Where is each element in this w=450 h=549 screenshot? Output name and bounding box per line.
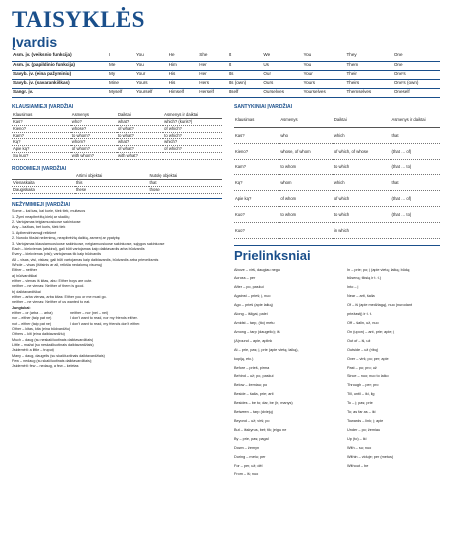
table-cell: who (279, 127, 333, 143)
rodomieji-table (12, 173, 222, 194)
text-line: Whole – visas (ištisinis ar all, reikšia nedalomą visumą) (12, 262, 102, 267)
table-cell: with what? (117, 152, 163, 159)
text-line: Jsidemėti: few – nedaug, a few – keletas (12, 364, 79, 369)
text-line: 3. Vartojamas klausiamuosiuose sakiniuose, neigiamuosiuose sakiniuose, sąlygos sakiniuose (12, 241, 165, 246)
table-row (234, 159, 440, 175)
table-cell: They (345, 52, 392, 61)
list-item: Behind – už; po, paskui (234, 374, 274, 379)
text-line: Jungtukai: (12, 305, 31, 310)
klausiamieji-table (12, 112, 222, 160)
table-row (12, 80, 440, 89)
column-header: Asmenys ir daiktai (391, 112, 440, 128)
list-item: Among – tarp (daugelio); iš (234, 329, 280, 334)
table-cell: Su kuo? (12, 152, 71, 159)
list-item: At – prie, pas; į, prie (apie vietą; laiką), (234, 347, 299, 352)
table-cell: Him (168, 61, 199, 70)
text-line: Jsidemėti: a little – truputį (12, 348, 54, 353)
list-item: After – po, paskui (234, 285, 264, 290)
list-item: By – prie, pas; pagal (234, 436, 269, 441)
table-cell: these (75, 187, 149, 194)
table-cell: Hers (198, 80, 227, 89)
text-fragment: I don't want to read, my friends don't either. (70, 321, 141, 326)
table-cell: this (75, 180, 149, 187)
column-header: Daiktai (333, 112, 391, 128)
table-cell: Its (228, 70, 263, 79)
text-line: neither – ne vienas: Neither of them is good. (12, 284, 85, 289)
list-item: Towards – link; į; apie (347, 418, 384, 423)
table-cell: We (262, 52, 302, 61)
row-label: Asm. įv. (papildinio funkcija) (12, 61, 108, 70)
table-cell: of whom (279, 191, 333, 207)
table-cell: Yourself (135, 89, 168, 98)
table-cell (279, 222, 333, 238)
text-line: 2. Nurodo tikslai neženimą, neapibrėžtą daiktą, asmenį ar ypatybę (12, 236, 120, 241)
row-label: Sangr. įv. (12, 89, 108, 98)
text-line: Any – kažkas, bet kuris, šiek tiek (12, 225, 66, 230)
divider (12, 198, 222, 199)
text-line: Some – kai kas, kai kurie, šiek tiek, muitavos (12, 209, 86, 214)
table-cell: Ourselves (262, 89, 302, 98)
text-line: either – vienas iš kitas, abu: Either boys are cute. (12, 278, 93, 283)
santykiniai-heading: SANTYKINIAI ĮVARDŽIAI (234, 104, 292, 111)
table-cell: of which, of whose (333, 143, 391, 159)
table-cell: Ką? (12, 139, 71, 146)
list-item: Near – arti, šalia (347, 294, 375, 299)
table-cell: Mine (108, 80, 135, 89)
table-row (12, 152, 222, 159)
table-cell: (that … to) (391, 206, 440, 222)
row-label: Asm. įv. (veiksnio funkcija) (12, 52, 108, 61)
list-item: During – metu; per (234, 454, 266, 459)
text-fragment: neither – nor (nei – nei) (70, 310, 109, 315)
table-cell (163, 152, 222, 159)
table-row (234, 143, 440, 159)
list-item: Off – šalin, už, nuo (347, 321, 379, 325)
table-cell: (that … of) (391, 191, 440, 207)
list-item: Beyond – už; virš; po (234, 418, 270, 423)
table-row (12, 70, 440, 79)
table-cell: that (391, 127, 440, 143)
table-cell (391, 222, 440, 238)
table-row (12, 146, 222, 153)
table-row (12, 52, 440, 61)
table-cell: whom? (71, 139, 117, 146)
list-item: With – su; nuo (347, 445, 372, 450)
row-label: Savyb. įv. (eina pažyminiu) (12, 70, 108, 79)
list-item: (A)round – apie, aplink (234, 338, 273, 343)
column-header (12, 173, 75, 180)
prielinksniai-col-1 (234, 266, 347, 480)
table-cell: Kuo? (234, 206, 279, 222)
table-cell: Apie ką? (12, 146, 71, 153)
text-line: Every – kiekvienas (visi); vartojamas tik kaip būdvardis (12, 252, 102, 257)
list-item: Ago – prieš (apie laiką) (234, 303, 273, 308)
table-cell: Their (345, 70, 392, 79)
list-item: For – per, už; dėl (234, 463, 263, 468)
table-cell: whose, of whom (279, 143, 333, 159)
santykiniai-table (234, 112, 440, 239)
table-cell: His (168, 80, 199, 89)
list-item: On (upon) – ant, prie; apie; į (347, 329, 395, 334)
list-item: Over – virš; po; per; apie (347, 356, 389, 361)
list-item: Amidst – tarp, (tio) metu (234, 321, 275, 325)
text-line: Little – mažai (su neskaičiuotinais daiktavardžiais) (12, 343, 94, 348)
row-label: Savyb. įv. (savarankiškas) (12, 80, 108, 89)
list-item: kopiją, etc.) (234, 356, 254, 361)
column-header: Asmenys (71, 112, 117, 119)
text-line: b) daiktavardiškai (12, 289, 41, 294)
list-item: Within – viduje; per (metus) (347, 454, 394, 459)
text-fragment: nor – either (taip pat ne) (12, 316, 52, 321)
table-cell: Our (262, 70, 302, 79)
table-cell: You (302, 52, 345, 61)
table-row (234, 206, 440, 222)
table-row (234, 191, 440, 207)
table-cell: He (168, 52, 199, 61)
table-cell: She (198, 52, 227, 61)
table-cell: which (333, 175, 391, 191)
list-item: Till, until – iki, lig (347, 392, 375, 397)
table-cell: in which (333, 222, 391, 238)
table-cell: to whom? (71, 132, 117, 139)
list-item: Since – nuo; nuo to laiko (347, 374, 389, 379)
neziniai-text (12, 209, 222, 369)
table-cell: that (149, 180, 223, 187)
text-line: 2. Vartojamas teigiamuosiuose sakiniuose (12, 220, 81, 225)
list-item: Outside – už (ribų) (347, 347, 379, 352)
table-cell: which? (163, 139, 222, 146)
column-header: Klausimas (234, 112, 279, 128)
table-cell: what? (117, 118, 163, 125)
text-line: Either – neither (12, 268, 38, 273)
table-cell: to what? (117, 132, 163, 139)
text-fragment: I don't want to read, nor my friends either. (70, 316, 138, 321)
table-cell: with whom? (71, 152, 117, 159)
table-cell: of which? (163, 146, 222, 153)
list-item: Through – per; pro (347, 383, 379, 388)
text-line: Much – daug (su neskaičiuotinais daiktavardžiais) (12, 337, 94, 342)
table-cell: Myself (108, 89, 135, 98)
table-cell: One's (own) (393, 80, 440, 89)
table-cell: Daugiskaita (12, 187, 75, 194)
table-row (12, 132, 222, 139)
table-cell: One (393, 61, 440, 70)
table-cell: Kam? (12, 132, 71, 139)
prielinksniai-heading: Prielinksniai (234, 247, 311, 263)
list-item: From – iš; nuo (234, 472, 259, 477)
column-header: Asmenys ir daiktai (163, 112, 222, 119)
text-line: neither – ne vienas: Neither of us wanted to eat. (12, 300, 91, 305)
divider (234, 245, 440, 246)
table-cell: It (228, 61, 263, 70)
list-item: Into – į (347, 285, 359, 290)
list-item: Besides – be to; dar, be (ir, manys) (234, 401, 293, 406)
table-cell: Her (198, 70, 227, 79)
text-fragment: not – either (taip pat ne) (12, 321, 52, 326)
list-item: But – išskyrus, bet; tik; jeigu ne (234, 427, 287, 432)
table-cell: Kam? (234, 159, 279, 175)
list-item: To – į; pas; prie (347, 401, 373, 406)
table-cell: of whom? (71, 146, 117, 153)
table-row (12, 187, 222, 194)
table-cell: Herself (198, 89, 227, 98)
table-row (12, 118, 222, 125)
table-cell: Kas? (12, 118, 71, 125)
list-item: Down – žemyn (234, 445, 260, 450)
list-item: Up (to) – iki (347, 436, 367, 441)
table-cell: Themselves (345, 89, 392, 98)
prielinksniai-list (234, 266, 440, 480)
left-column (12, 104, 222, 479)
table-cell: Your (302, 70, 345, 79)
text-line: 1. Apibendrinamąji reikšmė (12, 230, 57, 235)
table-cell: It (228, 52, 263, 61)
table-cell: You (302, 61, 345, 70)
list-item: Without – be (347, 463, 369, 468)
list-item: Against – prieš; į, nuo (234, 294, 271, 299)
table-cell: Yours (302, 80, 345, 89)
table-cell: what? (117, 139, 163, 146)
text-line: Few – nedaug (su skaičiuotinais daiktavardžiais); (12, 359, 93, 364)
klausiamieji-heading: KLAUSIAMIEJI ĮVARDŽIAI (12, 104, 74, 111)
table-cell: (that … of) (391, 143, 440, 159)
table-cell: which? (kuris?) (163, 118, 222, 125)
table-row (12, 180, 222, 187)
table-cell: (that … to) (391, 159, 440, 175)
text-fragment: either – or (arba … arba) (12, 310, 53, 315)
table-cell: to which (333, 159, 391, 175)
list-item: priežastį) ir t. t. (347, 312, 372, 317)
rodomieji-heading: RODOMIEJI ĮVARDŽIAI (12, 165, 67, 172)
table-cell: You (135, 61, 168, 70)
list-item: To; as far as – iki (347, 410, 376, 415)
right-column (234, 104, 440, 479)
table-row (12, 125, 222, 132)
table-cell: Theirs (345, 80, 392, 89)
table-row (234, 222, 440, 238)
column-header: Nutolę objektai (149, 173, 223, 180)
list-item: Along – išilgai, palei (234, 312, 268, 317)
two-column-body (12, 104, 440, 479)
text-line: Many – daug, daugelis (su skaičiuotinais daiktavardžiais) (12, 353, 105, 358)
table-cell: to whom (279, 206, 333, 222)
table-cell: to which? (163, 132, 222, 139)
table-cell: Kieno? (234, 143, 279, 159)
table-cell: Them (345, 61, 392, 70)
table-cell: Itself (228, 89, 263, 98)
list-item: Above – virš, daugiau negu (234, 267, 281, 272)
table-cell: Ours (262, 80, 302, 89)
table-cell: Apie ką? (234, 191, 279, 207)
list-item: Before – prieš, pirma (234, 365, 270, 370)
table-cell: that (391, 175, 440, 191)
column-header: Klausimas (12, 112, 71, 119)
section-heading-ivardis: Įvardis (12, 34, 58, 50)
table-cell: which (333, 127, 391, 143)
column-header: Daiktai (117, 112, 163, 119)
list-item: Across – per (234, 276, 256, 281)
table-cell: who? (71, 118, 117, 125)
table-row (12, 89, 440, 98)
table-row (234, 175, 440, 191)
column-header: Asmenys (279, 112, 333, 128)
table-cell: Its (own) (228, 80, 263, 89)
text-line: 1. Žymi neapibrėžtą kiekį ar skaičių (12, 214, 70, 219)
table-cell: whom (279, 175, 333, 191)
table-row (12, 139, 222, 146)
list-item: būseną; tiksią ir t. t.) (347, 276, 381, 281)
table-cell: I (108, 52, 135, 61)
table-cell: Kuo? (234, 222, 279, 238)
table-cell: Oneself (393, 89, 440, 98)
list-item: Of – iš (apie medžiagą), nuo (nurodant (347, 303, 413, 308)
text-line: a) būdvardiškai (12, 273, 38, 278)
text-line: Others – kiti (eina daiktavardžiu) (12, 332, 65, 337)
list-item: Under – po; žemiau (347, 427, 381, 432)
table-cell: Kieno? (12, 125, 71, 132)
table-cell: One (393, 52, 440, 61)
table-cell: Yourselves (302, 89, 345, 98)
list-item: Past – po; pro; už (347, 365, 377, 370)
page-title: TAISYKLĖS (12, 7, 145, 32)
table-cell: of what? (117, 125, 163, 132)
table-cell: those (149, 187, 223, 194)
list-item: Between – tarp (dviejų) (234, 410, 274, 415)
table-cell: Your (135, 70, 168, 79)
list-item: Beside – šalia, prie; arti (234, 392, 274, 397)
column-header: Artimi objektai (75, 173, 149, 180)
table-cell: Kas? (234, 127, 279, 143)
list-item: Out of – iš, už (347, 338, 371, 343)
table-cell: to which (333, 206, 391, 222)
table-row (12, 61, 440, 70)
table-cell: Her (198, 61, 227, 70)
table-cell: His (168, 70, 199, 79)
table-cell: to whom (279, 159, 333, 175)
table-cell: Ką? (234, 175, 279, 191)
table-cell: One's (393, 70, 440, 79)
table-cell: You (135, 52, 168, 61)
table-cell: Yours (135, 80, 168, 89)
text-line: either – arba vienas, arba kitas: Either you or me must go. (12, 294, 107, 299)
text-line: Other – kitas, kita (eina būdvardžiu) (12, 327, 71, 331)
prielinksniai-col-2 (347, 266, 440, 480)
text-line: All – visas, visi, viskas; gali būti vartojamas kaip daiktavardis, būdvardis arba prieveiksmis (12, 257, 159, 262)
table-row (234, 127, 440, 143)
table-cell: Himself (168, 89, 199, 98)
table-cell: of what? (117, 146, 163, 153)
table-cell: My (108, 70, 135, 79)
pronoun-table (12, 52, 440, 98)
table-cell: whose? (71, 125, 117, 132)
neziniai-heading: NEŽYMIMIEJI ĮVARDŽIAI (12, 202, 70, 209)
table-cell: Me (108, 61, 135, 70)
table-cell: Us (262, 61, 302, 70)
table-cell: of which? (163, 125, 222, 132)
text-line: Each – kiekvienas (atskirai), gali būti vartojamas kaip daiktavardis arba būdvardis (12, 246, 145, 251)
table-cell: Vienaskaita (12, 180, 75, 187)
list-item: Below – žemiau; po (234, 383, 268, 388)
list-item: In – prie; po; į (apie vietą; laiką; būdą; (347, 267, 411, 272)
table-cell: of which (333, 191, 391, 207)
